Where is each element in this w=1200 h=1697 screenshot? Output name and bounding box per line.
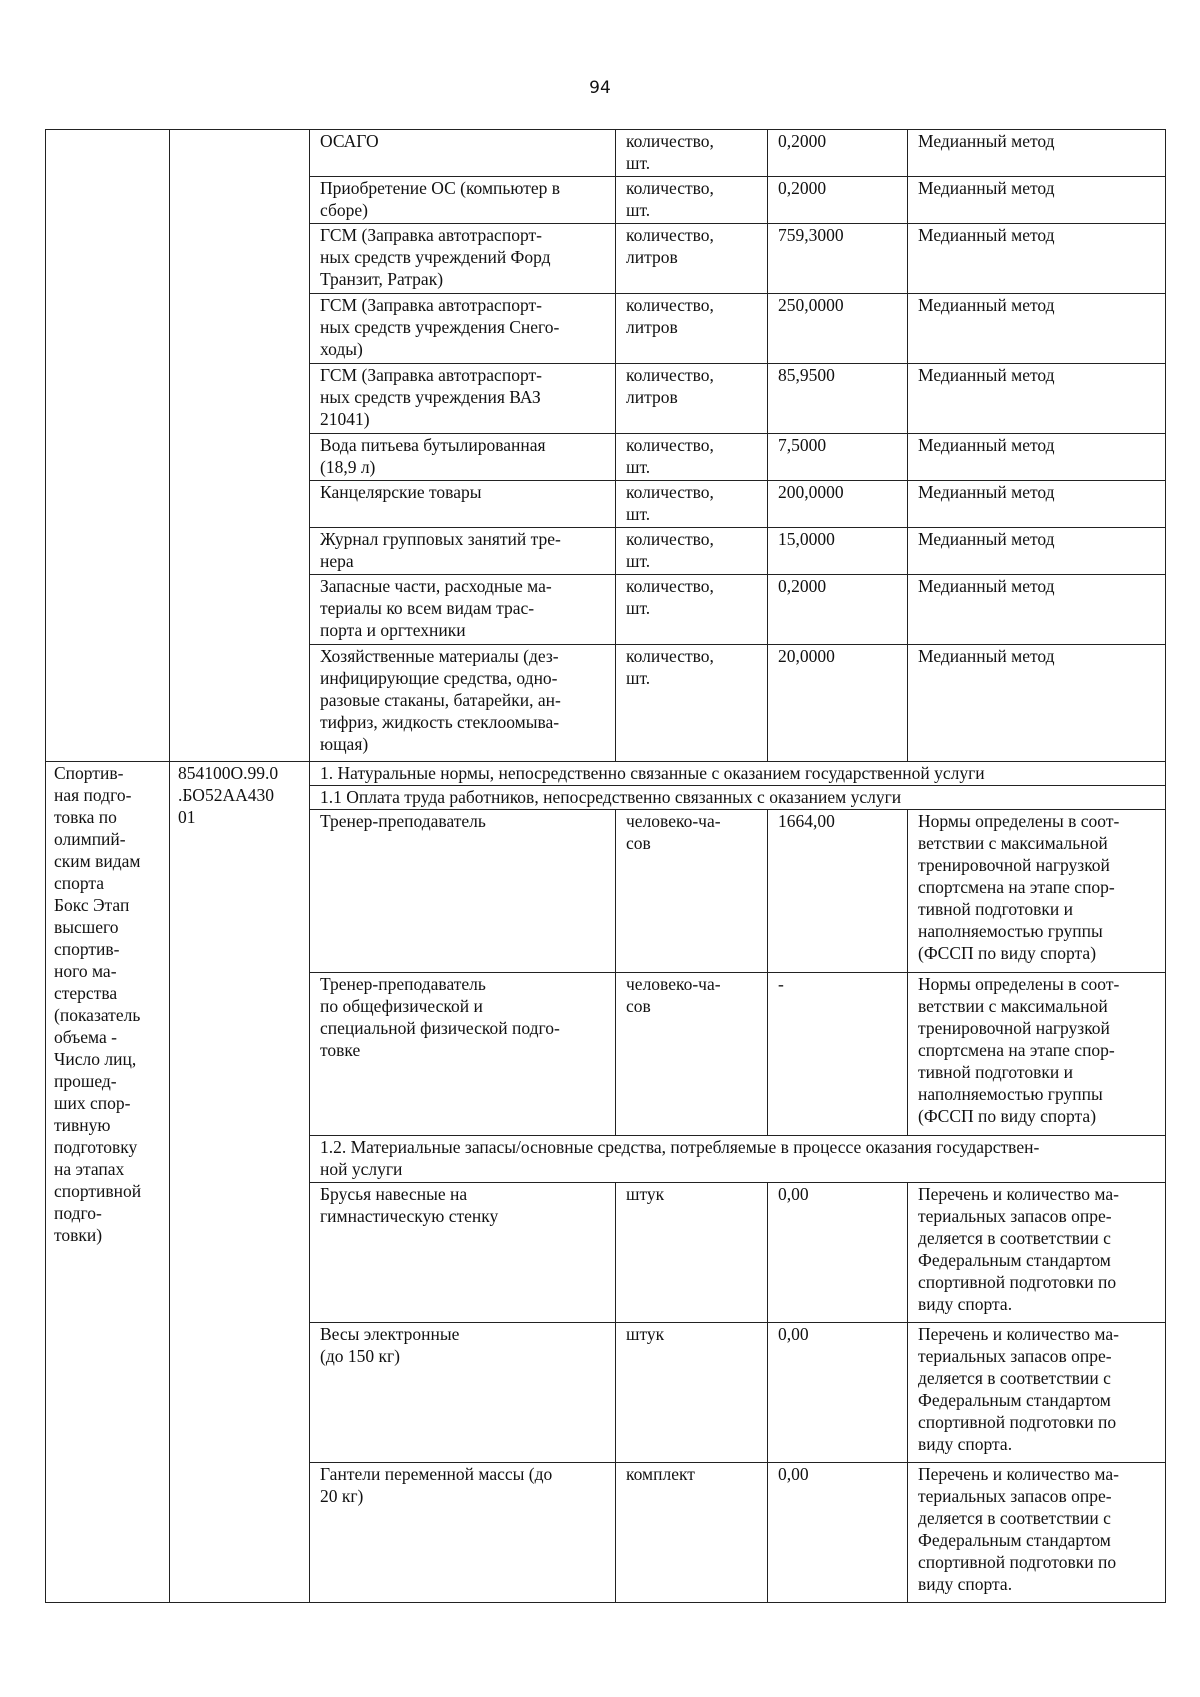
item-unit: количество, литров — [616, 224, 768, 294]
item-unit: количество, литров — [616, 364, 768, 434]
item-name: Брусья навесные на гимнастическую стенку — [310, 1183, 616, 1323]
item-value: 7,5000 — [768, 434, 908, 481]
item-method: Медианный метод — [908, 294, 1166, 364]
item-unit: человеко-ча- сов — [616, 810, 768, 973]
item-unit: количество, шт. — [616, 177, 768, 224]
item-name: ГСМ (Заправка автотраспорт- ных средств учреждения Снего- ходы) — [310, 294, 616, 364]
item-value: 20,0000 — [768, 645, 908, 762]
item-value: 15,0000 — [768, 528, 908, 575]
item-method: Медианный метод — [908, 575, 1166, 645]
item-method: Перечень и количество ма- териальных запасов опре- деляется в соответствии с Федеральным стандартом спортивной подготовки по виду спорта. — [908, 1183, 1166, 1323]
continued-code-cell — [170, 130, 310, 762]
page-number: 94 — [589, 78, 611, 98]
item-unit: человеко-ча- сов — [616, 973, 768, 1136]
item-value: 0,00 — [768, 1323, 908, 1463]
item-method: Медианный метод — [908, 364, 1166, 434]
item-name: ГСМ (Заправка автотраспорт- ных средств учреждений Форд Транзит, Ратрак) — [310, 224, 616, 294]
item-name: ОСАГО — [310, 130, 616, 177]
norms-table — [45, 129, 1166, 1603]
item-method: Медианный метод — [908, 177, 1166, 224]
item-method: Медианный метод — [908, 645, 1166, 762]
item-method: Медианный метод — [908, 434, 1166, 481]
item-name: Канцелярские товары — [310, 481, 616, 528]
item-name: Хозяйственные материалы (дез- инфицирующие средства, одно- разовые стаканы, батарейки, ан- тифриз, жидкость стеклоомыва- ющая) — [310, 645, 616, 762]
item-name: Гантели переменной массы (до 20 кг) — [310, 1463, 616, 1603]
item-value: 0,2000 — [768, 177, 908, 224]
item-value: - — [768, 973, 908, 1136]
item-method: Медианный метод — [908, 528, 1166, 575]
item-value: 250,0000 — [768, 294, 908, 364]
section-heading-1: 1. Натуральные нормы, непосредственно связанные с оказанием государственной услуги — [310, 762, 1166, 786]
item-value: 0,2000 — [768, 130, 908, 177]
continued-service-cell — [46, 130, 170, 762]
item-name: Тренер-преподаватель по общефизической и специальной физической подго- товке — [310, 973, 616, 1136]
service-name-cell: Спортив- ная подго- товка по олимпий- ским видам спорта Бокс Этап высшего спортив- ного ма- стерства (показатель объема - Число лиц, прошед- ших спор- тивную подготовку на этапах спортивной подго- товки) — [46, 762, 170, 1603]
item-name: ГСМ (Заправка автотраспорт- ных средств учреждения ВАЗ 21041) — [310, 364, 616, 434]
item-name: Запасные части, расходные ма- териалы ко всем видам трас- порта и оргтехники — [310, 575, 616, 645]
item-unit: количество, шт. — [616, 481, 768, 528]
item-unit: количество, шт. — [616, 575, 768, 645]
item-unit: количество, шт. — [616, 528, 768, 575]
item-unit: количество, шт. — [616, 645, 768, 762]
item-name: Тренер-преподаватель — [310, 810, 616, 973]
item-name: Весы электронные (до 150 кг) — [310, 1323, 616, 1463]
section-heading-1-2: 1.2. Материальные запасы/основные средства, потребляемые в процессе оказания государствен- ной услуги — [310, 1136, 1166, 1183]
item-value: 0,2000 — [768, 575, 908, 645]
section-heading-1-1: 1.1 Оплата труда работников, непосредственно связанных с оказанием услуги — [310, 786, 1166, 810]
item-unit: количество, шт. — [616, 434, 768, 481]
service-code-cell: 854100О.99.0 .БО52АА430 01 — [170, 762, 310, 1603]
item-method: Нормы определены в соот- ветствии с максимальной тренировочной нагрузкой спортсмена на этапе спор- тивной подготовки и наполняемостью группы (ФССП по виду спорта) — [908, 973, 1166, 1136]
item-method: Медианный метод — [908, 130, 1166, 177]
item-unit: штук — [616, 1323, 768, 1463]
item-unit: комплект — [616, 1463, 768, 1603]
item-method: Медианный метод — [908, 481, 1166, 528]
item-name: Вода питьева бутылированная (18,9 л) — [310, 434, 616, 481]
item-value: 759,3000 — [768, 224, 908, 294]
item-method: Нормы определены в соот- ветствии с максимальной тренировочной нагрузкой спортсмена на этапе спор- тивной подготовки и наполняемостью группы (ФССП по виду спорта) — [908, 810, 1166, 973]
item-name: Журнал групповых занятий тре- нера — [310, 528, 616, 575]
item-method: Перечень и количество ма- териальных запасов опре- деляется в соответствии с Федеральным стандартом спортивной подготовки по виду спорта. — [908, 1463, 1166, 1603]
item-value: 1664,00 — [768, 810, 908, 973]
item-unit: количество, литров — [616, 294, 768, 364]
item-unit: штук — [616, 1183, 768, 1323]
section-row — [46, 762, 1166, 786]
item-method: Перечень и количество ма- териальных запасов опре- деляется в соответствии с Федеральным стандартом спортивной подготовки по виду спорта. — [908, 1323, 1166, 1463]
item-method: Медианный метод — [908, 224, 1166, 294]
item-value: 0,00 — [768, 1183, 908, 1323]
item-value: 85,9500 — [768, 364, 908, 434]
item-unit: количество, шт. — [616, 130, 768, 177]
item-value: 0,00 — [768, 1463, 908, 1603]
item-value: 200,0000 — [768, 481, 908, 528]
item-name: Приобретение ОС (компьютер в сборе) — [310, 177, 616, 224]
table-row — [46, 130, 1166, 177]
